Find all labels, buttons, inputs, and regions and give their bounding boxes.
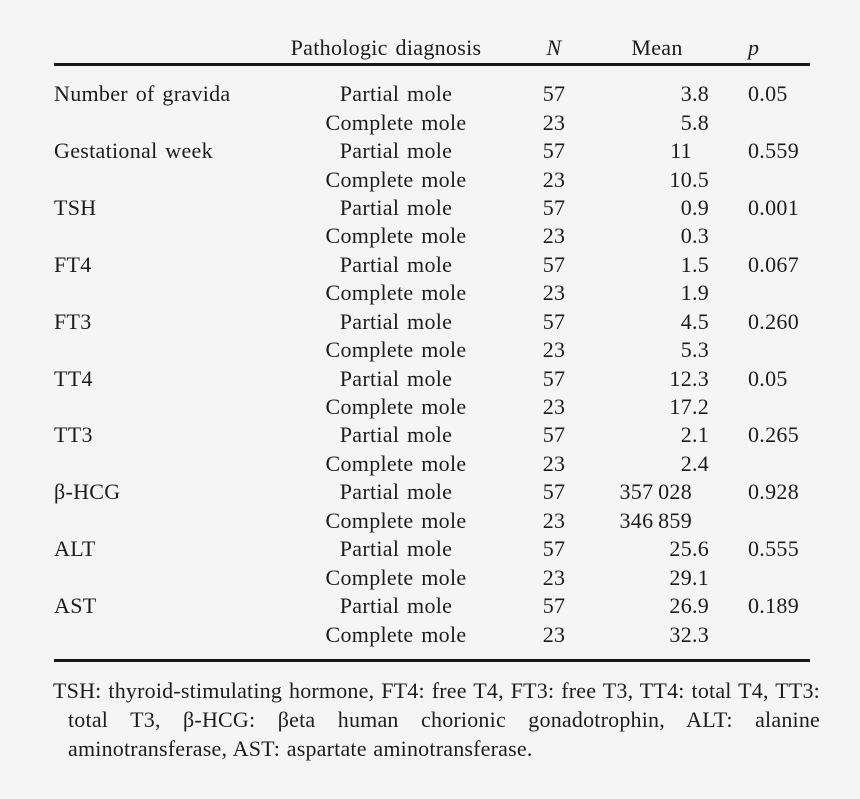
- diagnosis-cell: Partial mole: [339, 251, 453, 277]
- mean-fraction: .9: [692, 280, 710, 306]
- mean-fraction: .2: [692, 394, 710, 420]
- row-label: ALT: [54, 536, 96, 562]
- row-label: FT4: [54, 251, 92, 277]
- mean-integer: 32: [669, 621, 692, 647]
- p-cell: 0.265: [748, 422, 799, 448]
- table-row: [54, 507, 810, 535]
- mean-integer: 29: [669, 564, 692, 590]
- n-cell: 23: [542, 223, 566, 249]
- mean-integer: 26: [669, 593, 692, 619]
- table-row: [54, 222, 810, 250]
- table-row: [54, 478, 810, 506]
- p-cell: 0.559: [748, 138, 799, 164]
- n-cell: 57: [542, 194, 566, 220]
- diagnosis-cell: Complete mole: [325, 166, 467, 192]
- mean-fraction: .8: [692, 109, 710, 135]
- mean-fraction: .5: [692, 251, 710, 277]
- diagnosis-cell: Partial mole: [339, 138, 453, 164]
- table-row: [54, 165, 810, 193]
- p-cell: 0.928: [748, 479, 799, 505]
- mean-fraction: .6: [692, 536, 710, 562]
- header-pathologic-diagnosis: Pathologic diagnosis: [290, 35, 482, 60]
- table-row: [54, 279, 810, 307]
- mean-integer: 357 028: [619, 479, 692, 505]
- table-row: [54, 80, 810, 108]
- mean-integer: 0: [680, 223, 692, 249]
- mean-integer: 0: [680, 194, 692, 220]
- table-row: [54, 364, 810, 392]
- n-cell: 23: [542, 394, 566, 420]
- mean-fraction: .4: [692, 450, 710, 476]
- n-cell: 23: [542, 166, 566, 192]
- diagnosis-cell: Complete mole: [325, 621, 467, 647]
- n-cell: 57: [542, 536, 566, 562]
- mean-integer: 12: [669, 365, 692, 391]
- n-cell: 57: [542, 138, 566, 164]
- diagnosis-cell: Complete mole: [325, 337, 467, 363]
- p-cell: 0.067: [748, 251, 799, 277]
- diagnosis-cell: Partial mole: [339, 422, 453, 448]
- row-label: TT3: [54, 422, 93, 448]
- row-label: FT3: [54, 308, 92, 334]
- mean-integer: 11: [670, 138, 692, 164]
- table-row: [54, 137, 810, 165]
- header-mean: Mean: [631, 35, 683, 60]
- mean-integer: 3: [680, 81, 692, 107]
- table-row: [54, 336, 810, 364]
- n-cell: 23: [542, 621, 566, 647]
- diagnosis-cell: Complete mole: [325, 450, 467, 476]
- mean-fraction: .9: [692, 593, 710, 619]
- mean-fraction: .1: [692, 564, 710, 590]
- diagnosis-cell: Partial mole: [339, 479, 453, 505]
- table-row: [54, 450, 810, 478]
- diagnosis-cell: Partial mole: [339, 365, 453, 391]
- table-row: [54, 194, 810, 222]
- diagnosis-cell: Complete mole: [325, 394, 467, 420]
- row-label: Number of gravida: [54, 81, 231, 107]
- n-cell: 57: [542, 365, 566, 391]
- table-body: [54, 80, 810, 649]
- diagnosis-cell: Complete mole: [325, 280, 467, 306]
- mean-integer: 25: [669, 536, 692, 562]
- mean-fraction: .3: [692, 365, 710, 391]
- table-row: [54, 421, 810, 449]
- table-header-row: [54, 34, 810, 62]
- row-label: β-HCG: [54, 479, 121, 505]
- mean-integer: 5: [680, 337, 692, 363]
- row-label: Gestational week: [54, 138, 213, 164]
- n-cell: 23: [542, 507, 566, 533]
- diagnosis-cell: Partial mole: [339, 81, 453, 107]
- n-cell: 23: [542, 280, 566, 306]
- n-cell: 23: [542, 109, 566, 135]
- n-cell: 23: [542, 450, 566, 476]
- n-cell: 57: [542, 593, 566, 619]
- table-row: [54, 108, 810, 136]
- diagnosis-cell: Complete mole: [325, 109, 467, 135]
- mean-integer: 2: [680, 450, 692, 476]
- mean-integer: 2: [680, 422, 692, 448]
- header-p: p: [748, 35, 760, 60]
- table-row: [54, 251, 810, 279]
- mean-fraction: .1: [692, 422, 710, 448]
- mean-fraction: .3: [692, 223, 710, 249]
- n-cell: 23: [542, 564, 566, 590]
- mean-integer: 17: [669, 394, 692, 420]
- diagnosis-cell: Complete mole: [325, 223, 467, 249]
- mean-fraction: .3: [692, 337, 710, 363]
- n-cell: 57: [542, 479, 566, 505]
- diagnosis-cell: Partial mole: [339, 308, 453, 334]
- diagnosis-cell: Partial mole: [339, 593, 453, 619]
- row-label: TSH: [54, 194, 97, 220]
- n-cell: 23: [542, 337, 566, 363]
- diagnosis-cell: Partial mole: [339, 536, 453, 562]
- p-cell: 0.05: [748, 365, 788, 391]
- table-row: [54, 393, 810, 421]
- mean-fraction: .5: [692, 308, 710, 334]
- header-n: N: [546, 35, 562, 60]
- table-row: [54, 592, 810, 620]
- n-cell: 57: [542, 251, 566, 277]
- mean-fraction: .3: [692, 621, 710, 647]
- mean-fraction: .8: [692, 81, 710, 107]
- table-row: [54, 535, 810, 563]
- mean-integer: 346 859: [619, 507, 692, 533]
- table-row: [54, 308, 810, 336]
- diagnosis-cell: Complete mole: [325, 564, 467, 590]
- row-label: TT4: [54, 365, 93, 391]
- p-cell: 0.189: [748, 593, 799, 619]
- mean-fraction: .5: [692, 166, 710, 192]
- row-label: AST: [54, 593, 97, 619]
- diagnosis-cell: Complete mole: [325, 507, 467, 533]
- p-cell: 0.555: [748, 536, 799, 562]
- p-cell: 0.05: [748, 81, 788, 107]
- mean-integer: 1: [680, 280, 692, 306]
- n-cell: 57: [542, 308, 566, 334]
- footer-rule: [54, 659, 810, 662]
- mean-integer: 1: [680, 251, 692, 277]
- mean-integer: 10: [669, 166, 692, 192]
- header-rule: [54, 63, 810, 66]
- n-cell: 57: [542, 81, 566, 107]
- diagnosis-cell: Partial mole: [339, 194, 453, 220]
- mean-integer: 4: [680, 308, 692, 334]
- mean-integer: 5: [680, 109, 692, 135]
- table-footnote: TSH: thyroid-stimulating hormone, FT4: free T4, FT3: free T3, TT4: total T4, TT3: total T3, β-HCG: βeta human chorionic gonadotrophin, ALT: alanine aminotransferase, AST: aspartate aminotransferase.: [53, 678, 820, 761]
- table-row: [54, 620, 810, 648]
- table-row: [54, 563, 810, 591]
- p-cell: 0.260: [748, 308, 799, 334]
- p-cell: 0.001: [748, 194, 799, 220]
- n-cell: 57: [542, 422, 566, 448]
- mean-fraction: .9: [692, 194, 710, 220]
